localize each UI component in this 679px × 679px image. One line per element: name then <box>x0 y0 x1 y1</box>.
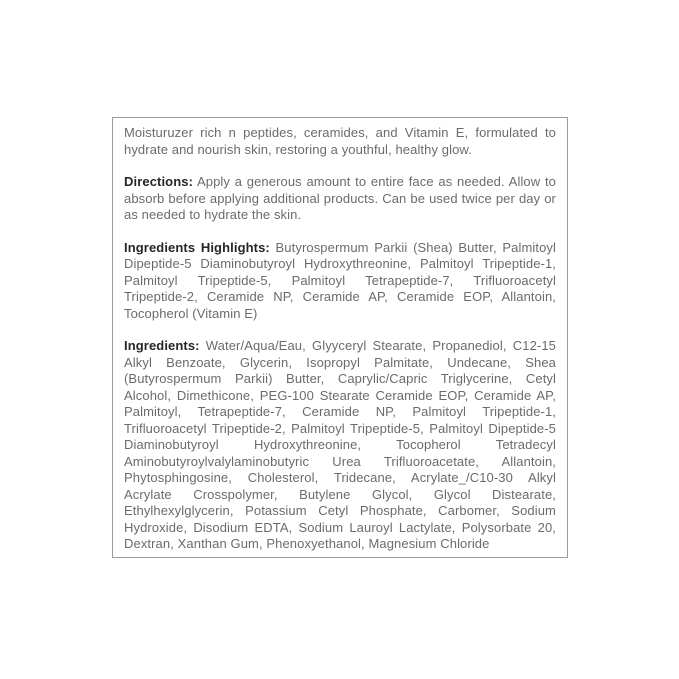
ingredients-highlights-heading: Ingredients Highlights: <box>124 239 270 255</box>
directions-paragraph <box>124 174 556 224</box>
ingredients-paragraph <box>124 338 556 553</box>
intro-text: Moisturuzer rich n peptides, ceramides, and Vitamin E, formulated to hydrate and nourish skin, restoring a youthful, healthy glow. <box>124 125 556 157</box>
ingredients-highlights-paragraph <box>124 240 556 323</box>
directions-text: Apply a generous amount to entire face as needed. Allow to absorb before applying additional products. Can be used twice per day or as needed to hydrate the skin. <box>124 174 556 222</box>
ingredients-text: Water/Aqua/Eau, Glyyceryl Stearate, Propanediol, C12-15 Alkyl Benzoate, Glycerin, Isopropyl Palmitate, Undecane, Shea (Butyrospermum Parkii) Butter, Caprylic/Capric Triglycerine, Cetyl Alcohol, Dimethicone, PEG-100 Stearate Ceramide EOP, Ceramide AP, Palmitoyl, Tetrapeptide-7, Ceramide NP, Palmitoyl Tripeptide-1, Trifluoroacetyl Tripeptide-2, Palmitoyl Tripeptide-5, Palmitoyl Dipeptide-5 Diaminobutyroyl Hydroxythreonine, Tocopherol Tetradecyl Aminobutyroylvalylaminobutyric Urea Trifluoroacetate, Allantoin, Phytosphingosine, Cholesterol, Tridecane, Acrylate_/C10-30 Alkyl Acrylate Crosspolymer, Butylene Glycol, Glycol Distearate, Ethylhexylglycerin, Potassium Cetyl Phosphate, Carbomer, Sodium Hydroxide, Disodium EDTA, Sodium Lauroyl Lactylate, Polysorbate 20, Dextran, Xanthan Gum, Phenoxyethanol, Magnesium Chloride <box>124 338 556 551</box>
product-label-box <box>112 117 568 558</box>
ingredients-heading: Ingredients: <box>124 338 200 353</box>
directions-heading: Directions: <box>124 174 194 189</box>
ingredients-highlights-text: Butyrospermum Parkii (Shea) Butter, Palmitoyl Dipeptide-5 Diaminobutyroyl Hydroxythreonine, Palmitoyl Tripeptide-1, Palmitoyl Tripeptide-5, Palmitoyl Tetrapeptide-7, Trifluoroacetyl Tripeptide-2, Ceramide NP, Ceramide AP, Ceramide EOP, Allantoin, Tocopherol (Vitamin E) <box>124 239 557 321</box>
intro-paragraph <box>124 125 556 158</box>
